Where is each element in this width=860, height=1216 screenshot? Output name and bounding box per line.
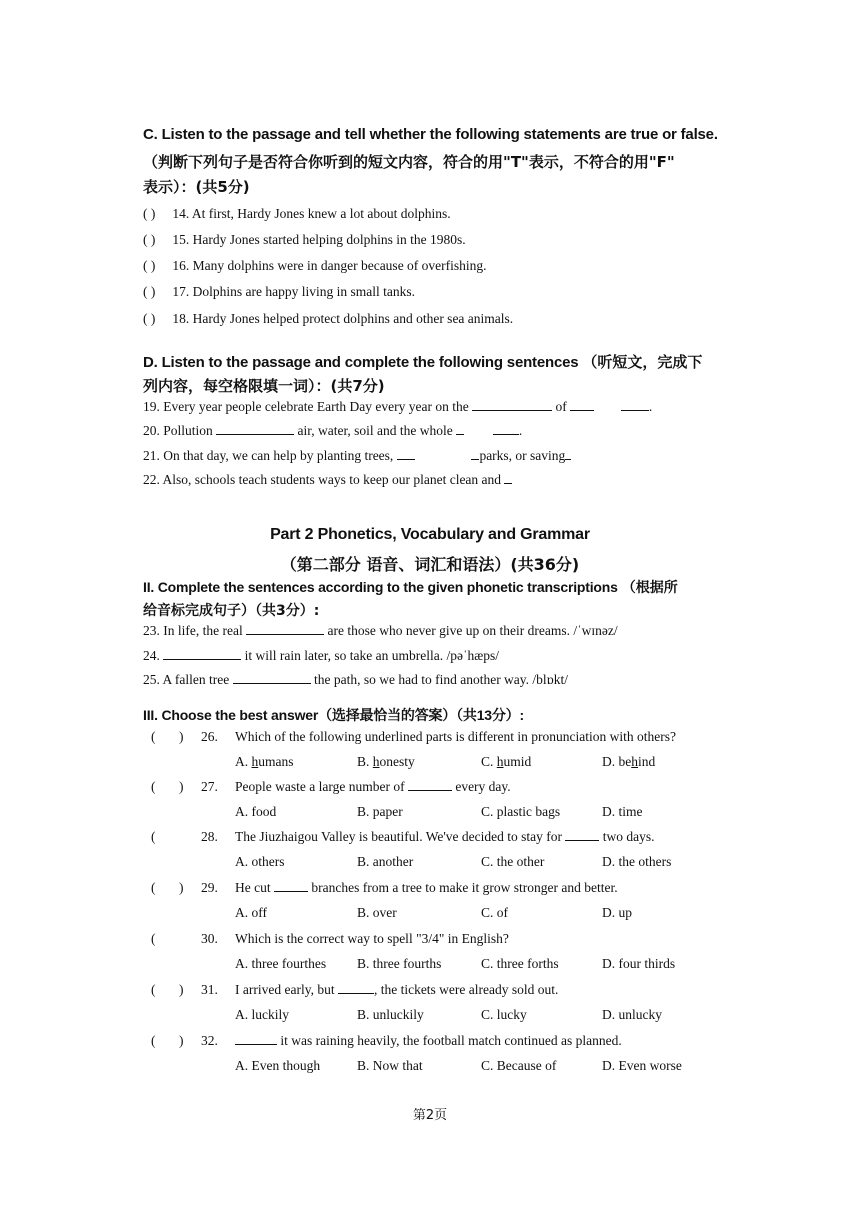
answer-paren-left[interactable]: ( — [151, 829, 156, 844]
sentence-text: the path, so we had to find another way. /blɒkt/ — [313, 672, 568, 687]
question-stem: People waste a large number of every day. — [235, 779, 511, 794]
blank-field[interactable] — [621, 399, 649, 411]
sentence-24 — [143, 648, 499, 664]
question-number: 31. — [201, 982, 218, 997]
option-d[interactable]: D. Even worse — [602, 1058, 682, 1073]
sentence-text: 24. — [143, 648, 160, 663]
option-b[interactable]: B. unluckily — [357, 1007, 424, 1022]
blank-field[interactable] — [274, 880, 308, 892]
sentence-text: are those who never give up on their dreams. /ˈwɪnəz/ — [327, 623, 618, 638]
answer-paren-right[interactable]: ) — [179, 982, 184, 997]
option-b[interactable]: B. another — [357, 854, 414, 869]
option-b[interactable]: B. honesty — [357, 754, 415, 769]
answer-paren[interactable]: ( ) — [143, 206, 156, 221]
option-c[interactable]: C. lucky — [481, 1007, 527, 1022]
statement-text: 18. Hardy Jones helped protect dolphins and other sea animals. — [172, 311, 514, 326]
blank-field[interactable] — [456, 423, 464, 435]
answer-paren-right[interactable]: ) — [179, 880, 184, 895]
sentence-text: 20. Pollution — [143, 423, 213, 438]
blank-field[interactable] — [233, 672, 311, 684]
option-c[interactable]: C. plastic bags — [481, 804, 561, 819]
option-b[interactable]: B. paper — [357, 804, 403, 819]
part-d-title-zh: （听短文，完成下 — [582, 353, 703, 371]
option-d[interactable]: D. four thirds — [602, 956, 676, 971]
question-number: 26. — [201, 729, 218, 744]
page-number: 第2页 — [412, 1108, 448, 1123]
statement-text: 15. Hardy Jones started helping dolphins in the 1980s. — [172, 232, 466, 247]
part-c-instruction-2: 表示）：(共5分) — [143, 178, 250, 196]
blank-field[interactable] — [408, 779, 452, 791]
sentence-text: 25. A fallen tree — [143, 672, 230, 687]
part-d-instruction: 列内容，每空格限填一词）：(共7分) — [143, 377, 385, 395]
option-d[interactable]: D. up — [602, 905, 632, 920]
option-d[interactable]: D. time — [602, 804, 643, 819]
option-a[interactable]: A. others — [235, 854, 285, 869]
statement-16 — [143, 258, 487, 274]
sentence-text: 22. Also, schools teach students ways to keep our planet clean and — [143, 472, 502, 487]
option-c[interactable]: C. of — [481, 905, 508, 920]
option-a[interactable]: A. Even though — [235, 1058, 321, 1073]
sentence-text: parks, or saving — [479, 448, 566, 463]
option-a[interactable]: A. food — [235, 804, 277, 819]
statement-text: 16. Many dolphins were in danger because of overfishing. — [172, 258, 487, 273]
option-a[interactable]: A. three fourthes — [235, 956, 327, 971]
blank-field[interactable] — [493, 423, 519, 435]
question-number: 29. — [201, 880, 218, 895]
question-number: 27. — [201, 779, 218, 794]
answer-paren[interactable]: ( ) — [143, 311, 156, 326]
sentence-25 — [143, 672, 568, 688]
option-b[interactable]: B. three fourths — [357, 956, 442, 971]
blank-field[interactable] — [570, 399, 594, 411]
question-stem: Which is the correct way to spell "3/4" in English? — [235, 931, 509, 946]
blank-field[interactable] — [565, 829, 599, 841]
question-stem: Which of the following underlined parts is different in pronunciation with others? — [235, 729, 677, 744]
part-d-title: D. Listen to the passage and complete the following sentences — [143, 354, 579, 371]
option-c[interactable]: C. humid — [481, 754, 532, 769]
answer-paren-right[interactable]: ) — [179, 729, 184, 744]
option-a[interactable]: A. luckily — [235, 1007, 289, 1022]
sentence-text: 19. Every year people celebrate Earth Day every year on the — [143, 399, 469, 414]
answer-paren[interactable]: ( ) — [143, 284, 156, 299]
blank-field[interactable] — [565, 448, 571, 460]
option-d[interactable]: D. unlucky — [602, 1007, 662, 1022]
statement-14 — [143, 206, 451, 222]
answer-paren-left[interactable]: ( — [151, 931, 156, 946]
question-number: 32. — [201, 1033, 218, 1048]
blank-field[interactable] — [397, 448, 415, 460]
answer-paren[interactable]: ( ) — [143, 258, 156, 273]
blank-field[interactable] — [338, 982, 374, 994]
option-d[interactable]: D. the others — [602, 854, 672, 869]
option-a[interactable]: A. off — [235, 905, 267, 920]
answer-paren-left[interactable]: ( — [151, 880, 156, 895]
part-c-title: C. Listen to the passage and tell whether the following statements are true or false. — [143, 126, 718, 143]
blank-field[interactable] — [246, 623, 324, 635]
blank-field[interactable] — [163, 648, 241, 660]
question-number: 28. — [201, 829, 218, 844]
answer-paren-left[interactable]: ( — [151, 1033, 156, 1048]
statement-text: 17. Dolphins are happy living in small tanks. — [172, 284, 415, 299]
part2-subtitle: （第二部分 语音、词汇和语法）(共36分) — [280, 555, 580, 574]
section-iii-title: III. Choose the best answer（选择最恰当的答案）（共13分）: — [143, 707, 524, 723]
sentence-23 — [143, 623, 618, 639]
statement-text: 14. At first, Hardy Jones knew a lot about dolphins. — [172, 206, 451, 221]
question-stem: The Jiuzhaigou Valley is beautiful. We've decided to stay for two days. — [235, 829, 655, 844]
sentence-text: air, water, soil and the whole — [297, 423, 453, 438]
answer-paren-right[interactable]: ) — [179, 779, 184, 794]
sentence-text: 21. On that day, we can help by planting trees, — [143, 448, 394, 463]
statement-18 — [143, 311, 513, 327]
section-ii-title-row — [143, 577, 733, 597]
option-a[interactable]: A. humans — [235, 754, 294, 769]
question-stem: it was raining heavily, the football match continued as planned. — [235, 1033, 622, 1049]
option-c[interactable]: C. three forths — [481, 956, 559, 971]
blank-field[interactable] — [472, 399, 552, 411]
blank-field[interactable] — [504, 472, 512, 484]
option-b[interactable]: B. Now that — [357, 1058, 423, 1073]
statement-17 — [143, 284, 415, 300]
option-c[interactable]: C. Because of — [481, 1058, 557, 1073]
section-ii-title-zh: （根据所 — [621, 580, 678, 596]
sentence-text: it will rain later, so take an umbrella. /pəˈhæps/ — [244, 648, 500, 663]
question-number: 30. — [201, 931, 218, 946]
sentence-22 — [143, 472, 512, 488]
answer-paren-left[interactable]: ( — [151, 779, 156, 794]
part-c-instruction: （判断下列句子是否符合你听到的短文内容，符合的用"T"表示，不符合的用"F" — [143, 153, 675, 171]
part2-title: Part 2 Phonetics, Vocabulary and Grammar — [270, 526, 590, 543]
sentence-21 — [143, 448, 571, 464]
question-stem: I arrived early, but , the tickets were already sold out. — [235, 982, 559, 997]
question-stem: He cut branches from a tree to make it grow stronger and better. — [235, 880, 618, 895]
option-b[interactable]: B. over — [357, 905, 397, 920]
answer-paren[interactable]: ( ) — [143, 232, 156, 247]
sentence-20: 20. Pollution air, water, soil and the whole . — [143, 423, 523, 438]
statement-15 — [143, 232, 466, 248]
sentence-text: of — [555, 399, 567, 414]
section-ii-instruction: 给音标完成句子）（共3分）: — [143, 603, 320, 619]
part-d-title-row — [143, 351, 733, 372]
sentence-19: 19. Every year people celebrate Earth Day every year on the of . — [143, 399, 653, 414]
answer-paren-right[interactable]: ) — [179, 1033, 184, 1048]
answer-paren-left[interactable]: ( — [151, 982, 156, 997]
option-c[interactable]: C. the other — [481, 854, 545, 869]
section-ii-title: II. Complete the sentences according to the given phonetic transcriptions — [143, 579, 618, 595]
sentence-text: 23. In life, the real — [143, 623, 243, 638]
blank-field[interactable] — [216, 423, 294, 435]
option-d[interactable]: D. behind — [602, 754, 656, 769]
blank-field[interactable] — [235, 1033, 277, 1045]
answer-paren-left[interactable]: ( — [151, 729, 156, 744]
